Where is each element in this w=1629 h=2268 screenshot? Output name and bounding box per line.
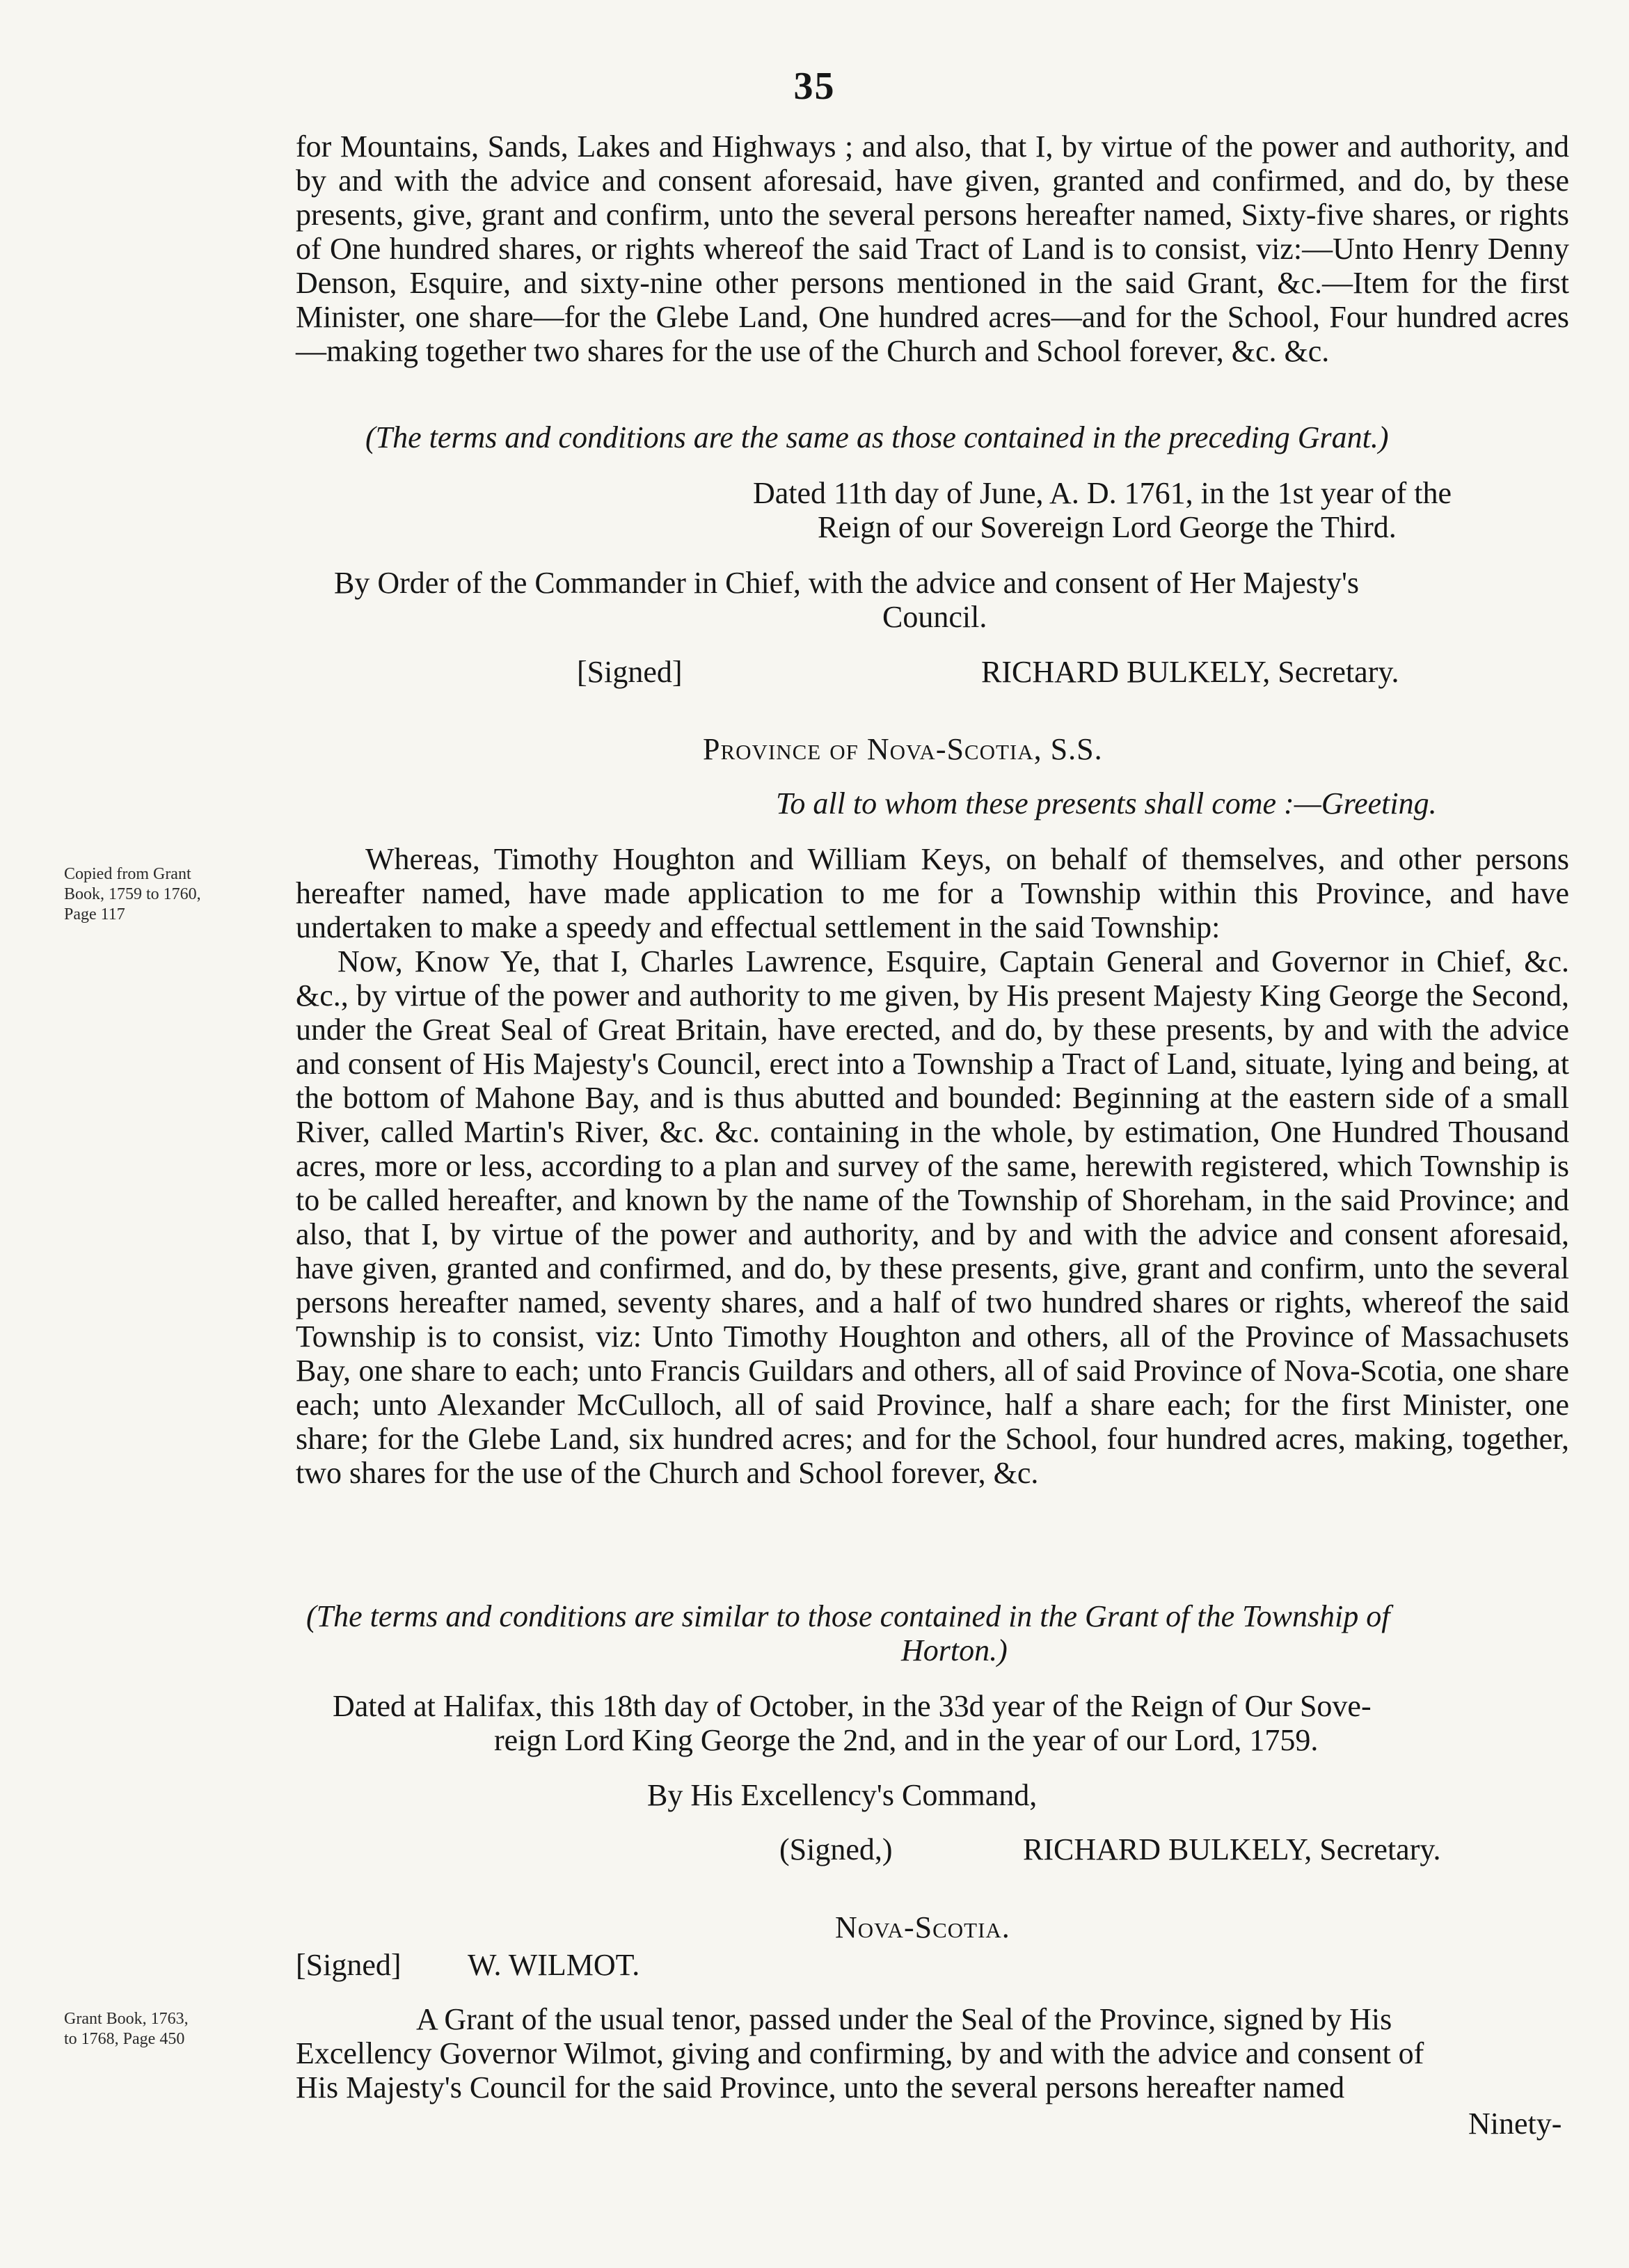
grant2-margin-note	[64, 864, 273, 925]
grant3-heading: Nova-Scotia.	[835, 1910, 1010, 1944]
grant1-order-line1: By Order of the Commander in Chief, with the advice and consent of Her Majesty's	[334, 566, 1359, 600]
grant2-body	[296, 842, 1569, 1490]
grant3-signed-label: [Signed]	[296, 1948, 402, 1982]
grant2-dated-line2: reign Lord King George the 2nd, and in the year of our Lord, 1759.	[494, 1723, 1319, 1757]
grant2-salutation: To all to whom these presents shall come :—Greeting.	[776, 786, 1437, 820]
grant2-dated-line1: Dated at Halifax, this 18th day of October, in the 33d year of the Reign of Our Sove-	[333, 1689, 1372, 1723]
grant3-paragraph-line3: His Majesty's Council for the said Province, unto the several persons hereafter named	[296, 2070, 1345, 2104]
grant2-now-know: Now, Know Ye, that I, Charles Lawrence, Esquire, Captain General and Governor in Chief, &c. &c., by virtue of the power and authority to me given, by His present Majesty King George the Second, under the Great Seal of Great Britain, have erected, and do, by these presents, by and with the advice and consent of His Majesty's Council, erect into a Township a Tract of Land, situate, lying and being, at the bottom of Mahone Bay, and is thus abutted and bounded: Beginning at the eastern side of a small River, called Martin's River, &c. &c. containing in the whole, by estimation, One Hundred Thousand acres, more or less, according to a plan and survey of the same, herewith registered, which Township is to be called hereafter, and known by the name of the Township of Shoreham, in the said Province; and also, that I, by virtue of the power and authority, and by and with the advice and consent aforesaid, have given, granted and confirmed, and do, by these presents, give, grant and confirm, unto the several persons hereafter named, seventy shares, and a half of two hundred shares or rights, whereof the said Township is to consist, viz: Unto Timothy Houghton and others, all of the Province of Massachusets Bay, one share to each; unto Francis Guildars and others, all of said Province of Nova-Scotia, one share each; unto Alexander McCulloch, all of said Province, half a share each; for the first Minister, one share; for the Glebe Land, six hundred acres; and for the School, four hundred acres, making, together, two shares for the use of the Church and School forever, &c.	[296, 944, 1569, 1490]
grant2-terms-line2: Horton.)	[901, 1633, 1008, 1667]
grant1-section	[296, 129, 1569, 368]
grant1-terms: (The terms and conditions are the same as those contained in the preceding Grant.)	[365, 420, 1389, 454]
grant1-dated-line1: Dated 11th day of June, A. D. 1761, in the 1st year of the	[753, 476, 1452, 510]
grant2-signed-label: (Signed,)	[779, 1832, 893, 1866]
grant1-order-line2: Council.	[882, 600, 987, 634]
page-number: 35	[793, 65, 836, 108]
grant2-whereas: Whereas, Timothy Houghton and William Keys, on behalf of themselves, and other persons hereafter named, have made application to me for a Township within this Province, and have undertaken to make a speedy and effectual settlement in the said Township:	[296, 842, 1569, 944]
margin-note-line: to 1768, Page 450	[64, 2030, 185, 2048]
margin-note-line: Copied from Grant	[64, 865, 191, 883]
grant1-signed-label: [Signed]	[577, 655, 683, 689]
margin-note-line: Book, 1759 to 1760,	[64, 885, 201, 903]
grant1-dated-line2: Reign of our Sovereign Lord George the Third.	[818, 510, 1397, 544]
grant3-paragraph-line1: A Grant of the usual tenor, passed under the Seal of the Province, signed by His	[416, 2002, 1392, 2036]
grant1-paragraph: for Mountains, Sands, Lakes and Highways ; and also, that I, by virtue of the power and authority, and by and with the advice and consent aforesaid, have given, granted and confirmed, and do, by these presents, give, grant and confirm, unto the several persons hereafter named, Sixty-five shares, or rights of One hundred shares, or rights whereof the said Tract of Land is to consist, viz:—Unto Henry Denny Denson, Esquire, and sixty-nine other persons mentioned in the said Grant, &c.—Item for the first Minister, one share—for the Glebe Land, One hundred acres—and for the School, Four hundred acres—making together two shares for the use of the Church and School forever, &c. &c.	[296, 129, 1569, 368]
grant2-command: By His Excellency's Command,	[647, 1778, 1038, 1812]
grant3-continuation: Ninety-	[1468, 2107, 1562, 2141]
grant2-heading: Province of Nova-Scotia, S.S.	[703, 732, 1103, 766]
grant3-margin-note	[64, 2009, 273, 2049]
grant3-signer: W. WILMOT.	[468, 1948, 640, 1982]
grant3-paragraph-line2: Excellency Governor Wilmot, giving and confirming, by and with the advice and consent of	[296, 2036, 1424, 2070]
margin-note-line: Grant Book, 1763,	[64, 2010, 189, 2028]
grant2-signer: RICHARD BULKELY, Secretary.	[1023, 1832, 1441, 1866]
margin-note-line: Page 117	[64, 905, 125, 923]
grant1-signer: RICHARD BULKELY, Secretary.	[981, 655, 1399, 689]
grant2-terms-line1: (The terms and conditions are similar to those contained in the Grant of the Township of	[306, 1599, 1390, 1633]
